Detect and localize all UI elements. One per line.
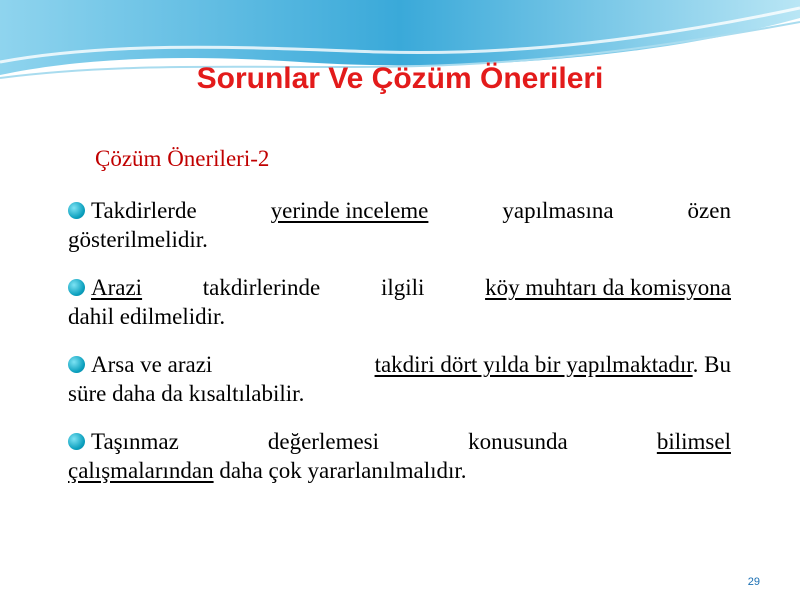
- bullet-line: gösterilmelidir.: [68, 227, 208, 252]
- bullet-line: [68, 273, 731, 302]
- page-number: 29: [747, 576, 760, 588]
- bullet-dot-icon: [68, 356, 85, 373]
- bullet-item-1: [68, 196, 731, 254]
- bullet-text: . Bu: [692, 352, 731, 377]
- bullet-text: Arsa ve arazi: [91, 352, 213, 377]
- slide-subtitle: Çözüm Önerileri-2: [95, 146, 270, 171]
- bullet-item-4: [68, 427, 731, 485]
- bullet-underlined-text: bilimsel: [656, 429, 731, 454]
- bullet-line: [68, 196, 731, 225]
- bullet-underlined-text: Arazi: [91, 275, 143, 300]
- bullet-text: özen: [687, 198, 731, 223]
- bullet-dot-icon: [68, 202, 85, 219]
- bullet-line: dahil edilmelidir.: [68, 304, 226, 329]
- bullet-text: ilgili: [380, 275, 425, 300]
- bullet-line: [68, 456, 731, 485]
- bullet-dot-icon: [68, 433, 85, 450]
- bullet-dot-icon: [68, 279, 85, 296]
- bullet-underlined-text: yerinde inceleme: [270, 198, 429, 223]
- bullet-text: yapılmasına: [502, 198, 614, 223]
- bullet-text: takdirlerinde: [202, 275, 321, 300]
- bullet-text: Takdirlerde: [91, 198, 197, 223]
- bullet-line: [68, 350, 731, 379]
- bullet-text: değerlemesi: [267, 429, 380, 454]
- bullet-underlined-text: köy muhtarı da komisyona: [485, 275, 731, 300]
- bullet-item-2: [68, 273, 731, 331]
- bullet-item-3: [68, 350, 731, 408]
- bullet-list: [68, 196, 731, 504]
- bullet-text: Taşınmaz: [91, 429, 179, 454]
- bullet-text: konusunda: [468, 429, 568, 454]
- bullet-underlined-text: çalışmalarından: [68, 458, 214, 483]
- bullet-line: [68, 427, 731, 456]
- slide-title: Sorunlar Ve Çözüm Önerileri: [196, 62, 604, 95]
- bullet-line: süre daha da kısaltılabilir.: [68, 381, 305, 406]
- bullet-underlined-text: takdiri dört yılda bir yapılmaktadır: [374, 352, 693, 377]
- bullet-text: daha çok yararlanılmalıdır.: [213, 458, 467, 483]
